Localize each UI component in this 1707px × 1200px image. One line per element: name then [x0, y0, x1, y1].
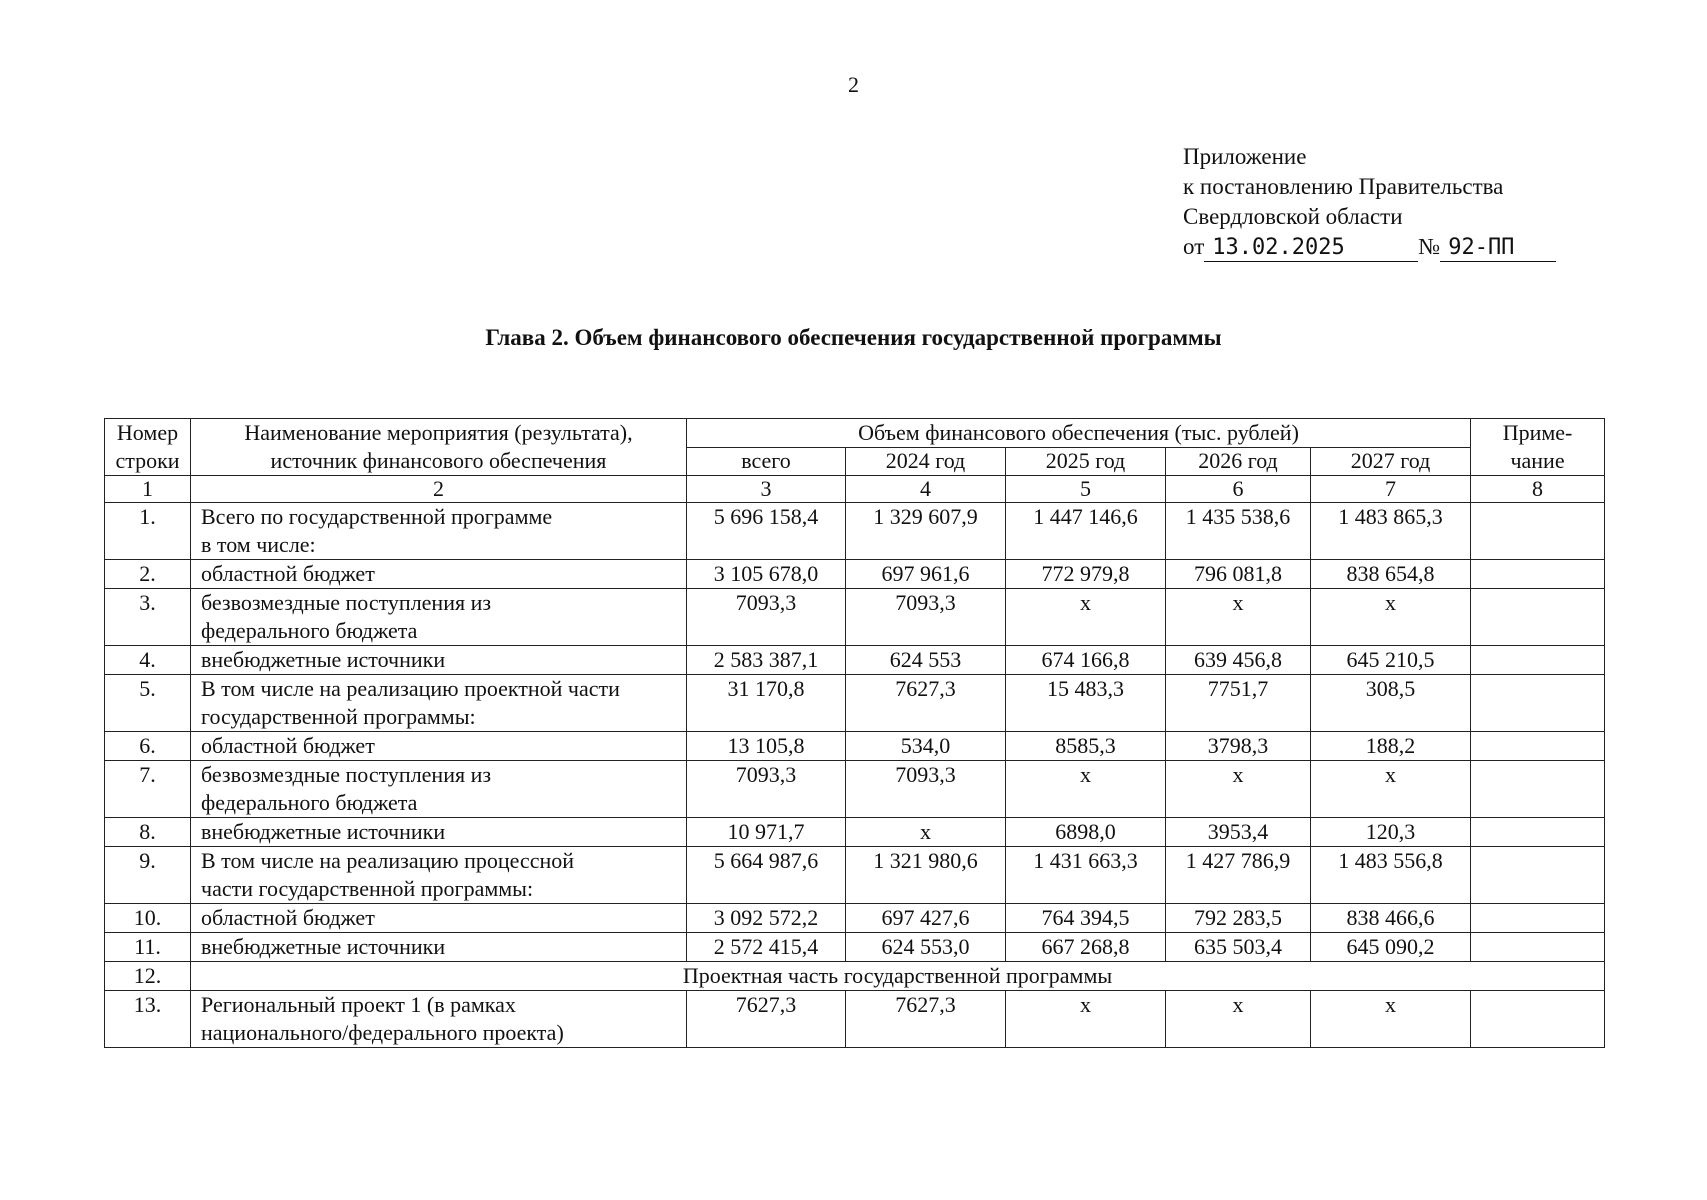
- row-number: 5.: [105, 675, 191, 732]
- value-y2027: х: [1311, 991, 1471, 1048]
- table-row: [105, 560, 1605, 589]
- row-number: 2.: [105, 560, 191, 589]
- value-total: 2 572 415,4: [687, 933, 846, 962]
- row-note: [1471, 503, 1605, 560]
- header-row-number-line2: строки: [115, 448, 180, 473]
- row-name-line1: внебюджетные источники: [201, 934, 446, 959]
- row-name-line1: Всего по государственной программе: [201, 504, 553, 529]
- row-name: [191, 646, 687, 675]
- column-index: 7: [1311, 476, 1471, 503]
- value-total: 3 092 572,2: [687, 904, 846, 933]
- row-name: [191, 904, 687, 933]
- row-note: [1471, 732, 1605, 761]
- row-note: [1471, 818, 1605, 847]
- row-name-line2: в том числе:: [201, 532, 316, 557]
- value-y2025: 6898,0: [1006, 818, 1166, 847]
- section-title: Проектная часть государственной программы: [191, 962, 1605, 991]
- header-2024: 2024 год: [846, 447, 1006, 476]
- header-row-number: [105, 419, 191, 476]
- row-note: [1471, 904, 1605, 933]
- column-index: 6: [1166, 476, 1311, 503]
- row-name: [191, 503, 687, 560]
- row-name-line1: В том числе на реализацию проектной части: [201, 676, 620, 701]
- value-total: 5 696 158,4: [687, 503, 846, 560]
- header-volume-group: Объем финансового обеспечения (тыс. рублей): [687, 419, 1471, 448]
- resolution-date: 13.02.2025: [1204, 235, 1418, 262]
- value-y2024: х: [846, 818, 1006, 847]
- value-total: 7093,3: [687, 761, 846, 818]
- value-y2024: 7627,3: [846, 675, 1006, 732]
- row-number: 6.: [105, 732, 191, 761]
- row-name-line1: безвозмездные поступления из: [201, 590, 492, 615]
- row-note: [1471, 560, 1605, 589]
- row-name-line1: внебюджетные источники: [201, 819, 446, 844]
- row-name-line1: внебюджетные источники: [201, 647, 446, 672]
- table-row: [105, 847, 1605, 904]
- value-y2026: х: [1166, 991, 1311, 1048]
- appendix-date-line: [1183, 232, 1556, 262]
- value-y2025: х: [1006, 589, 1166, 646]
- header-note-line2: чание: [1510, 448, 1565, 473]
- row-name-line1: В том числе на реализацию процессной: [201, 848, 575, 873]
- header-row-1: [105, 419, 1605, 448]
- table-row: [105, 503, 1605, 560]
- row-name: [191, 818, 687, 847]
- value-y2027: 308,5: [1311, 675, 1471, 732]
- row-name-line1: Региональный проект 1 (в рамках: [201, 992, 516, 1017]
- header-2027: 2027 год: [1311, 447, 1471, 476]
- row-name: [191, 560, 687, 589]
- value-y2027: х: [1311, 761, 1471, 818]
- appendix-block: [1183, 142, 1556, 262]
- table-row: [105, 589, 1605, 646]
- header-name: [191, 419, 687, 476]
- value-y2025: 764 394,5: [1006, 904, 1166, 933]
- value-total: 7093,3: [687, 589, 846, 646]
- value-total: 7627,3: [687, 991, 846, 1048]
- value-y2026: 796 081,8: [1166, 560, 1311, 589]
- value-y2024: 697 427,6: [846, 904, 1006, 933]
- row-number: 7.: [105, 761, 191, 818]
- column-index: 3: [687, 476, 846, 503]
- header-name-line1: Наименование мероприятия (результата),: [244, 420, 633, 445]
- value-y2024: 7627,3: [846, 991, 1006, 1048]
- value-y2027: 838 654,8: [1311, 560, 1471, 589]
- column-index: 1: [105, 476, 191, 503]
- row-number: 4.: [105, 646, 191, 675]
- table-row: [105, 933, 1605, 962]
- value-y2026: 3953,4: [1166, 818, 1311, 847]
- table-row: [105, 904, 1605, 933]
- row-name-line1: безвозмездные поступления из: [201, 762, 492, 787]
- finance-table: [104, 418, 1605, 1048]
- value-y2027: 838 466,6: [1311, 904, 1471, 933]
- value-y2026: 3798,3: [1166, 732, 1311, 761]
- appendix-line-2: к постановлению Правительства: [1183, 174, 1504, 199]
- value-y2027: 1 483 865,3: [1311, 503, 1471, 560]
- row-name-line1: областной бюджет: [201, 561, 375, 586]
- value-y2027: х: [1311, 589, 1471, 646]
- row-name-line2: федерального бюджета: [201, 790, 418, 815]
- value-y2027: 120,3: [1311, 818, 1471, 847]
- row-name-line1: областной бюджет: [201, 905, 375, 930]
- value-total: 10 971,7: [687, 818, 846, 847]
- row-name: [191, 732, 687, 761]
- row-number: 1.: [105, 503, 191, 560]
- value-y2027: 1 483 556,8: [1311, 847, 1471, 904]
- row-number: 10.: [105, 904, 191, 933]
- value-total: 31 170,8: [687, 675, 846, 732]
- table-row: [105, 675, 1605, 732]
- value-y2025: 667 268,8: [1006, 933, 1166, 962]
- row-name: [191, 847, 687, 904]
- value-y2026: 1 435 538,6: [1166, 503, 1311, 560]
- chapter-title: Глава 2. Объем финансового обеспечения государственной программы: [485, 325, 1222, 350]
- value-total: 2 583 387,1: [687, 646, 846, 675]
- value-y2026: 792 283,5: [1166, 904, 1311, 933]
- value-y2025: 1 447 146,6: [1006, 503, 1166, 560]
- value-y2024: 697 961,6: [846, 560, 1006, 589]
- row-name-line2: национального/федерального проекта): [201, 1020, 564, 1045]
- table-row: [105, 761, 1605, 818]
- value-total: 3 105 678,0: [687, 560, 846, 589]
- header-total: всего: [687, 447, 846, 476]
- row-name-line2: федерального бюджета: [201, 618, 418, 643]
- table-row: [105, 646, 1605, 675]
- row-number: 11.: [105, 933, 191, 962]
- row-note: [1471, 933, 1605, 962]
- row-note: [1471, 761, 1605, 818]
- appendix-line-1: Приложение: [1183, 144, 1307, 169]
- row-note: [1471, 847, 1605, 904]
- value-y2025: х: [1006, 991, 1166, 1048]
- table-row: [105, 732, 1605, 761]
- value-y2025: 772 979,8: [1006, 560, 1166, 589]
- column-index-row: [105, 476, 1605, 503]
- row-number: 3.: [105, 589, 191, 646]
- column-index: 5: [1006, 476, 1166, 503]
- date-prefix: от: [1183, 234, 1205, 259]
- value-y2026: 639 456,8: [1166, 646, 1311, 675]
- value-y2025: х: [1006, 761, 1166, 818]
- header-2026: 2026 год: [1166, 447, 1311, 476]
- resolution-number: 92-ПП: [1440, 235, 1556, 262]
- value-y2026: 635 503,4: [1166, 933, 1311, 962]
- row-name: [191, 933, 687, 962]
- value-y2024: 7093,3: [846, 761, 1006, 818]
- column-index: 2: [191, 476, 687, 503]
- value-y2024: 1 329 607,9: [846, 503, 1006, 560]
- row-number: 9.: [105, 847, 191, 904]
- appendix-line-3: Свердловской области: [1183, 204, 1403, 229]
- row-name: [191, 761, 687, 818]
- row-number: 8.: [105, 818, 191, 847]
- section-row: [105, 962, 1605, 991]
- value-total: 13 105,8: [687, 732, 846, 761]
- column-index: 4: [846, 476, 1006, 503]
- header-note: [1471, 419, 1605, 476]
- value-y2027: 645 090,2: [1311, 933, 1471, 962]
- value-y2025: 15 483,3: [1006, 675, 1166, 732]
- value-y2025: 674 166,8: [1006, 646, 1166, 675]
- header-note-line1: Приме-: [1502, 420, 1573, 445]
- value-y2024: 624 553,0: [846, 933, 1006, 962]
- row-note: [1471, 589, 1605, 646]
- value-y2024: 1 321 980,6: [846, 847, 1006, 904]
- value-y2027: 645 210,5: [1311, 646, 1471, 675]
- row-note: [1471, 646, 1605, 675]
- row-name-line2: части государственной программы:: [201, 876, 534, 901]
- header-row-number-line1: Номер: [116, 420, 179, 445]
- row-name-line2: государственной программы:: [201, 704, 476, 729]
- number-prefix: №: [1418, 234, 1441, 259]
- header-2025: 2025 год: [1006, 447, 1166, 476]
- row-name: [191, 991, 687, 1048]
- value-y2024: 534,0: [846, 732, 1006, 761]
- value-y2026: х: [1166, 589, 1311, 646]
- row-name-line1: областной бюджет: [201, 733, 375, 758]
- value-y2026: х: [1166, 761, 1311, 818]
- header-name-line2: источник финансового обеспечения: [270, 448, 607, 473]
- value-y2025: 8585,3: [1006, 732, 1166, 761]
- value-y2027: 188,2: [1311, 732, 1471, 761]
- value-y2024: 624 553: [846, 646, 1006, 675]
- value-y2026: 1 427 786,9: [1166, 847, 1311, 904]
- row-number: 13.: [105, 991, 191, 1048]
- value-y2025: 1 431 663,3: [1006, 847, 1166, 904]
- row-number: 12.: [105, 962, 191, 991]
- row-note: [1471, 675, 1605, 732]
- page-number: 2: [848, 72, 859, 97]
- row-name: [191, 675, 687, 732]
- value-total: 5 664 987,6: [687, 847, 846, 904]
- table-row: [105, 991, 1605, 1048]
- table-row: [105, 818, 1605, 847]
- value-y2026: 7751,7: [1166, 675, 1311, 732]
- row-name: [191, 589, 687, 646]
- row-note: [1471, 991, 1605, 1048]
- value-y2024: 7093,3: [846, 589, 1006, 646]
- column-index: 8: [1471, 476, 1605, 503]
